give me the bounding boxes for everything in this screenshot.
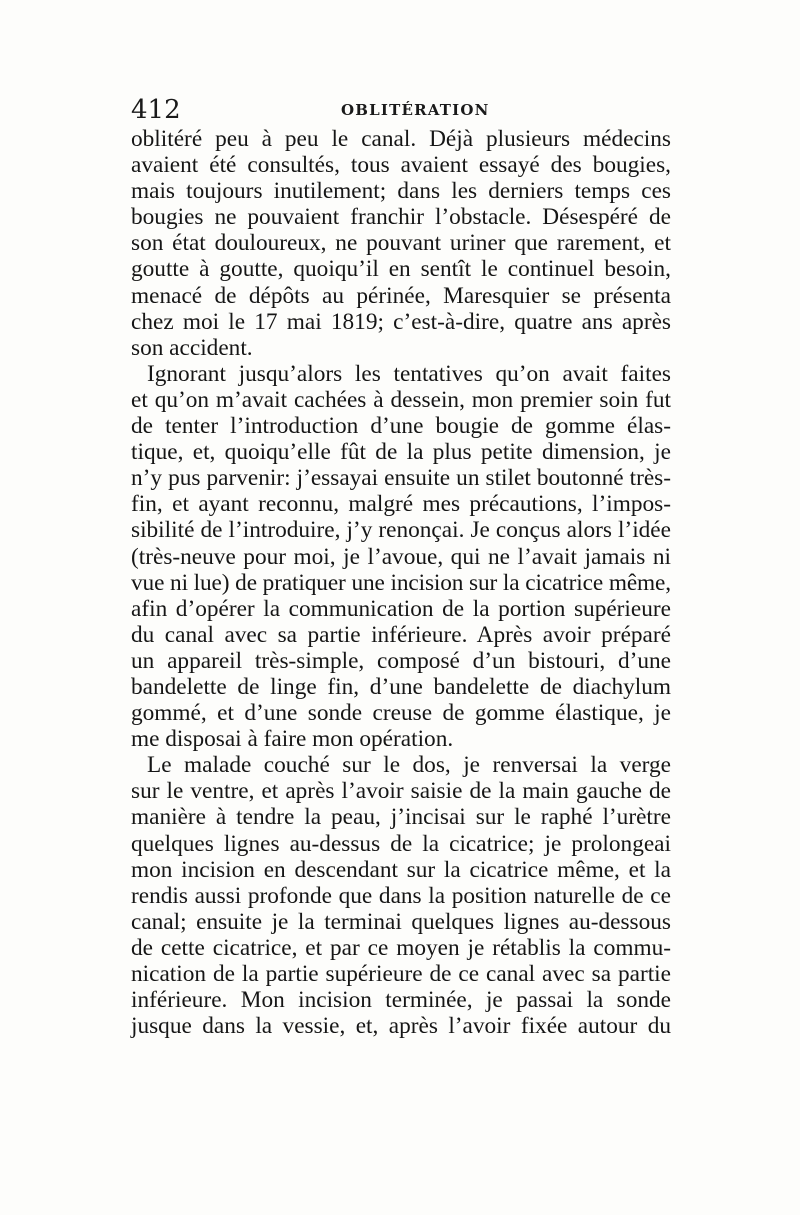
text-line: son accident. <box>131 334 253 361</box>
text-line: chez moi le 17 mai 1819; c’est-à-dire, quatre ans après <box>131 308 671 335</box>
text-line: son état douloureux, ne pouvant uriner que rarement, et <box>131 230 671 257</box>
text-line: goutte à goutte, quoiqu’il en sentît le continuel besoin, <box>131 256 671 283</box>
text-line: de cette cicatrice, et par ce moyen je rétablis la commu- <box>131 934 671 961</box>
text-line: du canal avec sa partie inférieure. Après avoir préparé <box>131 621 671 648</box>
text-line: mais toujours inutilement; dans les derniers temps ces <box>131 178 671 205</box>
text-line: Ignorant jusqu’alors les tentatives qu’on avait faites <box>147 360 671 387</box>
text-line: un appareil très-simple, composé d’un bistouri, d’une <box>131 647 671 674</box>
text-line: sibilité de l’introduire, j’y renonçai. Je conçus alors l’idée <box>131 517 671 544</box>
text-line: Le malade couché sur le dos, je renversai la verge <box>147 752 671 779</box>
text-line: me disposai à faire mon opération. <box>131 726 454 753</box>
text-line: bandelette de linge fin, d’une bandelette de diachylum <box>131 673 671 700</box>
text-line: (très-neuve pour moi, je l’avoue, qui ne l’avait jamais ni <box>131 543 671 570</box>
text-line: menacé de dépôts au périnée, Maresquier se présenta <box>131 282 671 309</box>
text-line: inférieure. Mon incision terminée, je passai la sonde <box>131 987 671 1014</box>
text-line: mon incision en descendant sur la cicatrice même, et la <box>131 856 671 883</box>
text-line: manière à tendre la peau, j’incisai sur le raphé l’urètre <box>131 804 671 831</box>
text-line: n’y pus parvenir: j’essayai ensuite un stilet boutonné très- <box>131 465 671 492</box>
running-head: OBLITÉRATION <box>341 101 490 119</box>
text-line: sur le ventre, et après l’avoir saisie de la main gauche de <box>131 778 671 805</box>
text-line: canal; ensuite je la terminai quelques lignes au-dessous <box>131 908 671 935</box>
text-line: afin d’opérer la communication de la portion supérieure <box>131 595 671 622</box>
text-line: bougies ne pouvaient franchir l’obstacle. Désespéré de <box>131 204 671 231</box>
text-line: rendis aussi profonde que dans la position naturelle de ce <box>131 882 671 909</box>
text-line: nication de la partie supérieure de ce canal avec sa partie <box>131 961 671 987</box>
text-line: gommé, et d’une sonde creuse de gomme élastique, je <box>131 700 671 727</box>
text-line: fin, et ayant reconnu, malgré mes précautions, l’impos- <box>131 491 671 518</box>
text-line: de tenter l’introduction d’une bougie de gomme élas- <box>131 413 671 440</box>
text-line: vue ni lue) de pratiquer une incision sur la cicatrice même, <box>131 569 671 596</box>
text-line: avaient été consultés, tous avaient essayé des bougies, <box>131 152 671 179</box>
text-line: et qu’on m’avait cachées à dessein, mon premier soin fut <box>131 386 671 413</box>
text-line: quelques lignes au-dessus de la cicatrice; je prolongeai <box>131 830 671 857</box>
text-line: oblitéré peu à peu le canal. Déjà plusieurs médecins <box>131 126 671 152</box>
page-header <box>131 94 671 126</box>
text-line: jusque dans la vessie, et, après l’avoir fixée autour du <box>131 1013 671 1040</box>
text-line: tique, et, quoiqu’elle fût de la plus petite dimension, je <box>131 439 671 466</box>
page-number: 412 <box>131 95 181 125</box>
body-text <box>131 126 671 1039</box>
